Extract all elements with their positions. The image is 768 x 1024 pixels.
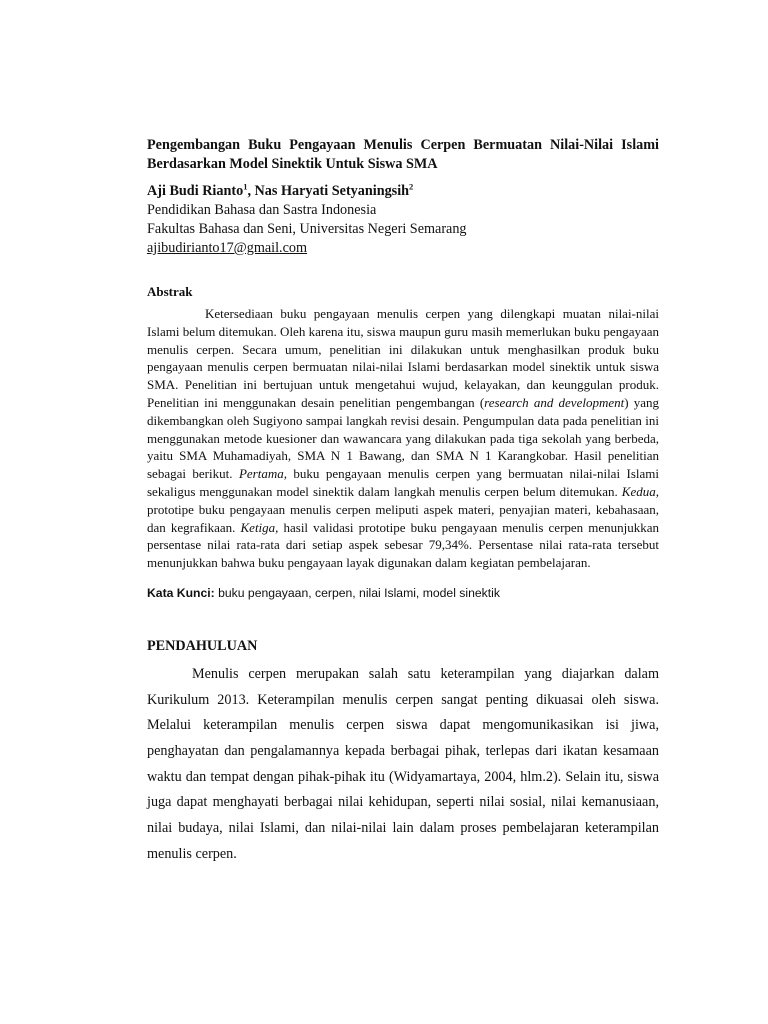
- author-email-link[interactable]: ajibudirianto17@gmail.com: [147, 240, 308, 256]
- affiliation-superscript: 2: [409, 181, 414, 192]
- abstract-segment: Ketersediaan buku pengayaan menulis cerpen yang dilengkapi muatan nilai-nilai Islami belum ditemukan. Oleh karena itu, siswa maupun guru masih memerlukan buku pengayaan menulis cerpen. Secara umum, penelitian ini dilakukan untuk menghasilkan produk buku pengayaan menulis cerpen bermuatan nilai-nilai Islami berdasarkan model sinektik untuk siswa SMA. Penelitian ini bertujuan untuk mengetahui wujud, kelayakan, dan keunggulan produk. Penelitian ini menggunakan desain penelitian pengembangan (: [147, 306, 659, 410]
- author-name: Nas Haryati Setyaningsih: [254, 183, 410, 199]
- abstract-segment: ) yang dikembangkan oleh Sugiyono sampai langkah revisi desain. Pengumpulan data pada penelitian ini menggunakan metode kuesioner dan wawancara yang dilakukan pada tiga sekolah yang berbeda, yaitu SMA Muhamadiyah, SMA N 1 Bawang, dan SMA N 1 Karangkobar. Hasil penelitian sebagai berikut.: [147, 394, 659, 482]
- abstract-emphasis: Kedua,: [621, 483, 659, 499]
- keywords: [147, 585, 659, 602]
- paper-page: [147, 136, 659, 882]
- abstract-segment: prototipe buku pengayaan menulis cerpen meliputi aspek materi, penyajian materi, kebahasaan, dan kegrafikaan.: [147, 501, 659, 535]
- abstract-emphasis: Ketiga,: [240, 519, 279, 535]
- abstract-emphasis: Pertama,: [238, 466, 287, 482]
- affiliation-department: Pendidikan Bahasa dan Sastra Indonesia: [147, 202, 377, 218]
- section-heading-introduction: PENDAHULUAN: [147, 637, 258, 654]
- keywords-text: buku pengayaan, cerpen, nilai Islami, model sinektik: [214, 585, 500, 600]
- abstract-segment: hasil validasi prototipe buku pengayaan menulis cerpen menunjukkan persentase nilai rata-rata dari setiap aspek sebesar 79,34%. Persentase nilai rata-rata tersebut menunjukkan bahwa buku pengayaan layak digunakan dalam kegiatan pembelajaran.: [147, 519, 659, 571]
- abstract-heading: Abstrak: [147, 284, 193, 299]
- affiliation-superscript: 1: [243, 181, 248, 192]
- abstract-emphasis: research and development: [484, 394, 625, 410]
- abstract-segment: buku pengayaan menulis cerpen yang bermuatan nilai-nilai Islami sekaligus menggunakan model sinektik dalam langkah menulis cerpen belum ditemukan.: [147, 466, 659, 499]
- paper-title: Pengembangan Buku Pengayaan Menulis Cerpen Bermuatan Nilai-Nilai Islami Berdasarkan Model Sinektik Untuk Siswa SMA: [147, 137, 659, 172]
- affiliation-faculty: Fakultas Bahasa dan Seni, Universitas Negeri Semarang: [147, 221, 467, 237]
- author-name: Aji Budi Rianto: [147, 183, 244, 199]
- keywords-label: Kata Kunci:: [147, 585, 215, 600]
- author-separator: ,: [247, 183, 255, 199]
- abstract-text: [147, 305, 659, 572]
- introduction-paragraph: Menulis cerpen merupakan salah satu keterampilan yang diajarkan dalam Kurikulum 2013. Keterampilan menulis cerpen sangat penting dikuasai oleh siswa. Melalui keterampilan menulis cerpen siswa dapat mengomunikasikan isi jiwa, penghayatan dan pengalamannya kepada berbagai pihak, terlepas dari ikatan kesamaan waktu dan tempat dengan pihak-pihak itu (Widyamartaya, 2004, hlm.2). Selain itu, siswa juga dapat menghayati berbagai nilai kehidupan, seperti nilai sosial, nilai kemanusiaan, nilai budaya, nilai Islami, dan nilai-nilai lain dalam proses pembelajaran keterampilan menulis cerpen.: [147, 665, 659, 862]
- author-list: [147, 182, 659, 201]
